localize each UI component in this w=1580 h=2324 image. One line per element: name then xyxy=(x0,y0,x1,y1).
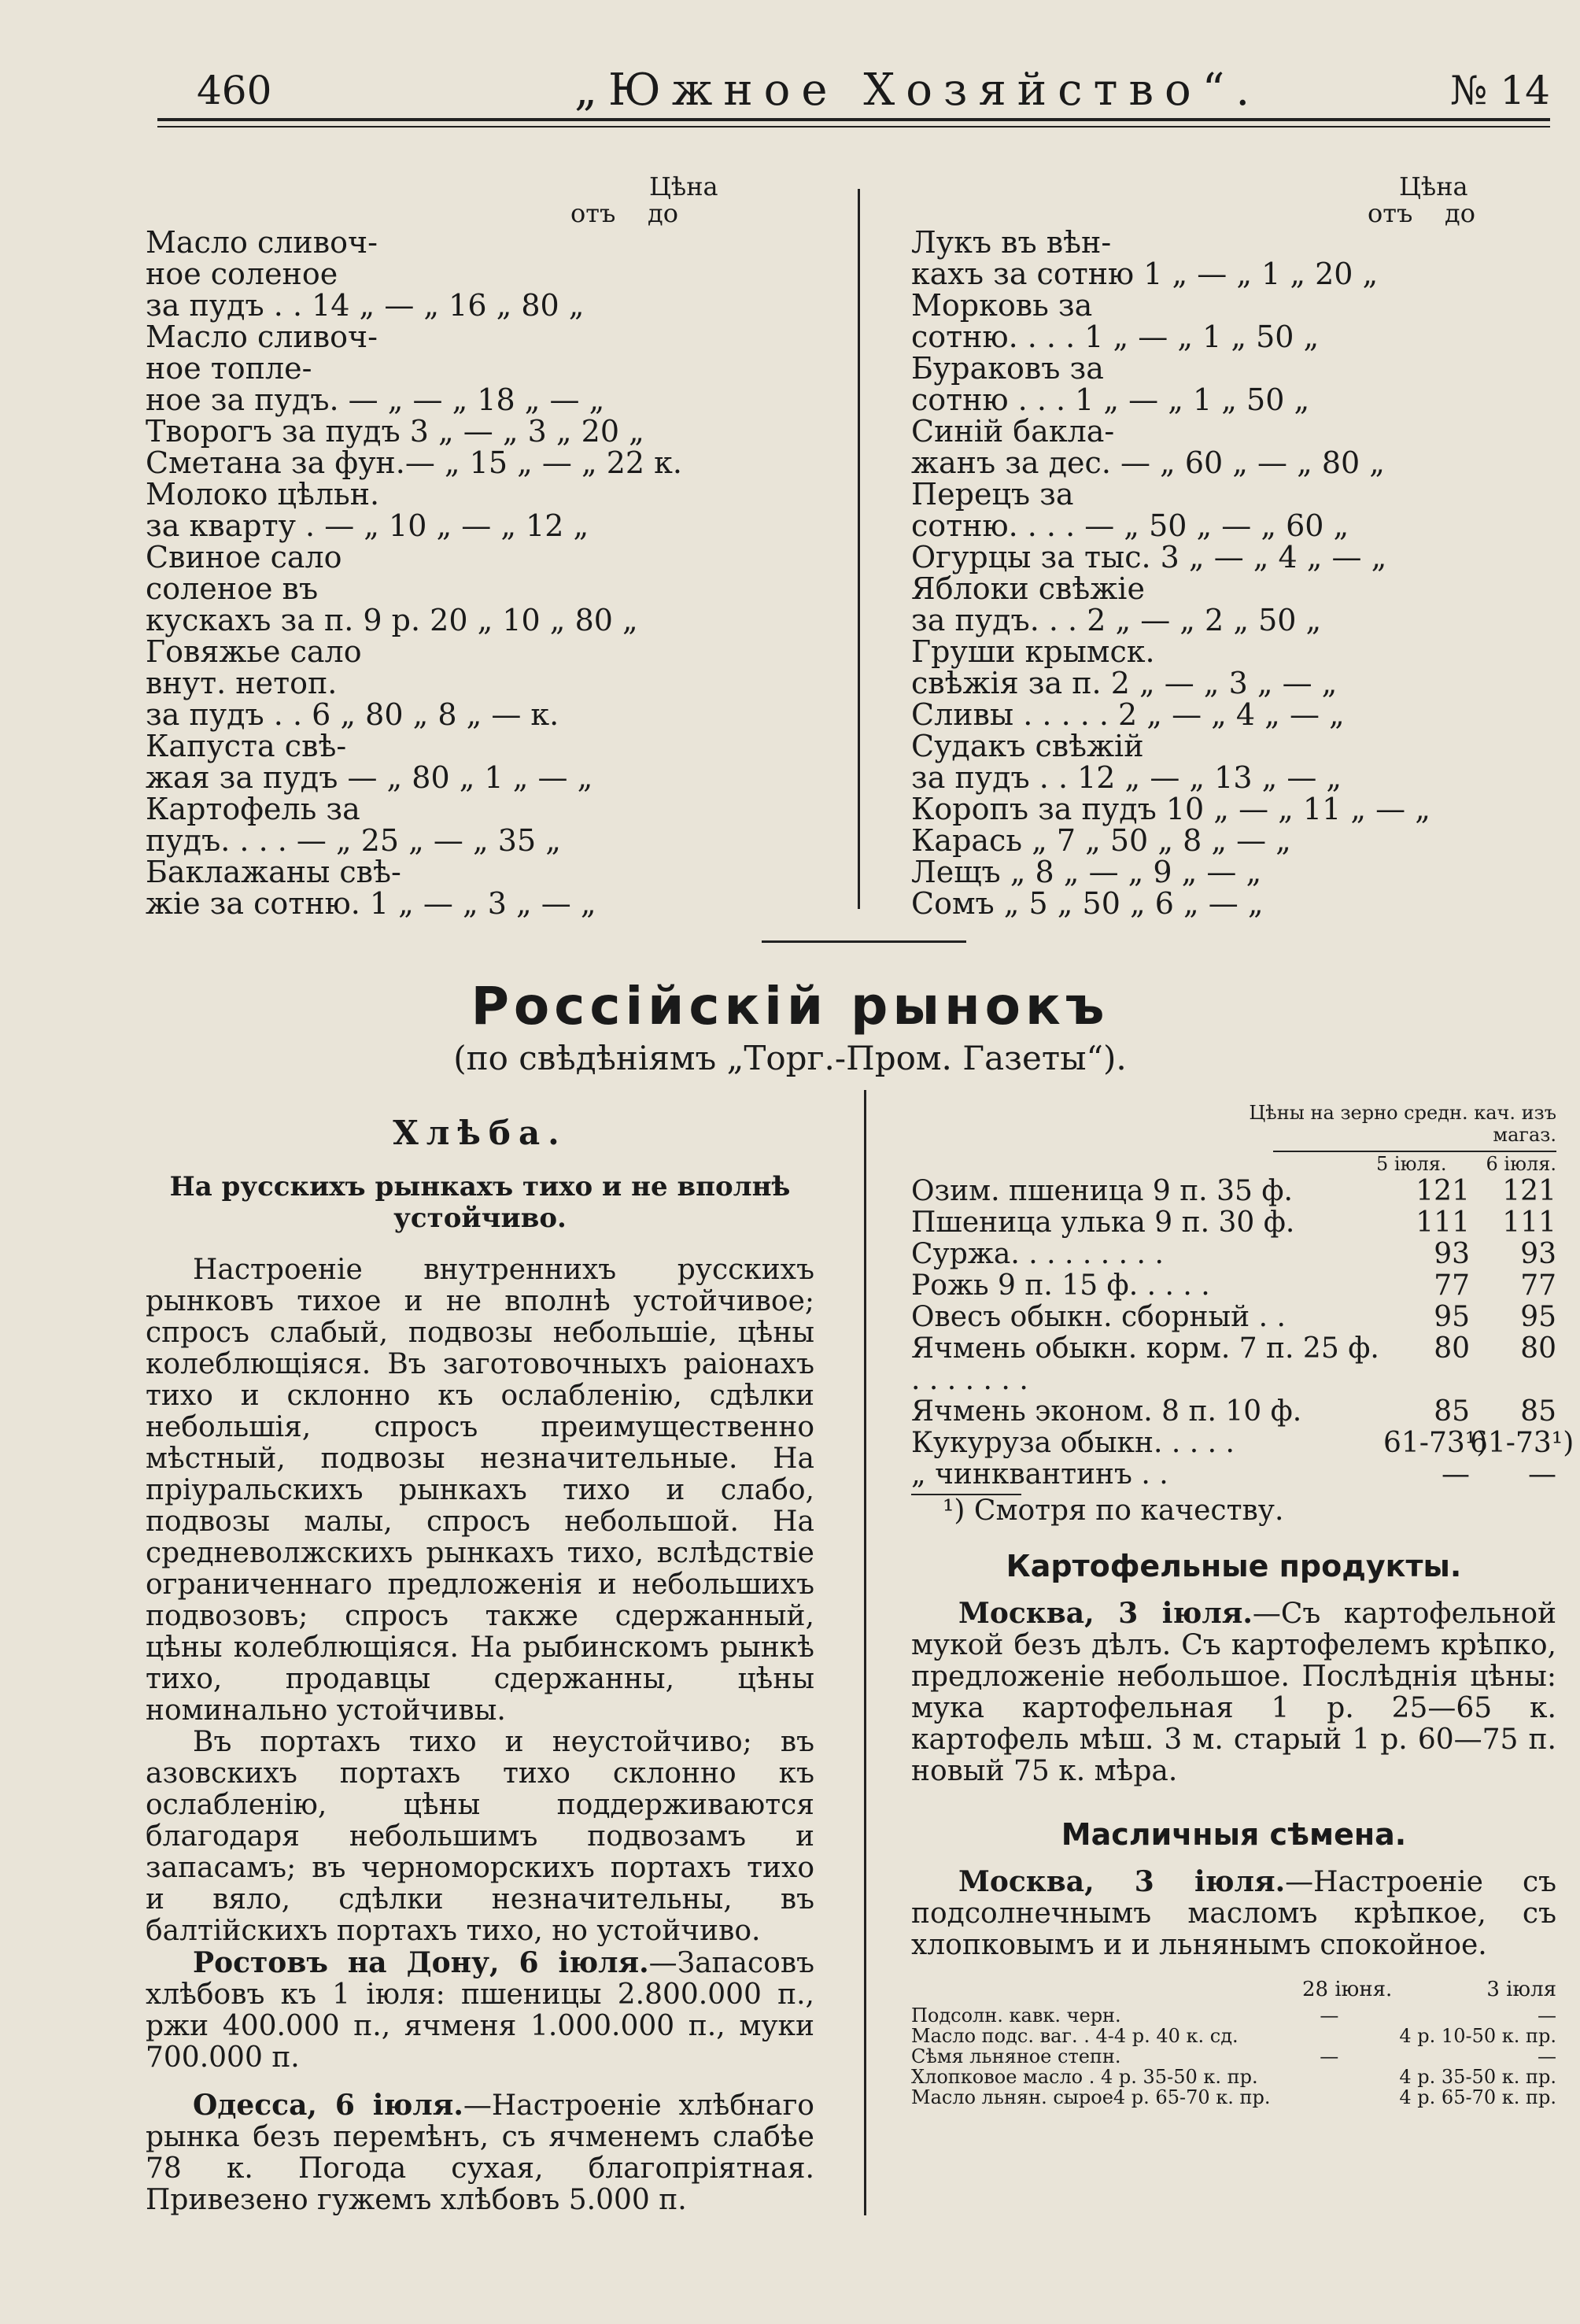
grain-cell-name: Ячмень обыкн. корм. 7 п. 25 ф. . . . . . . . xyxy=(911,1332,1379,1396)
table-row: кахъ за сотню 1 „ — „ 1 „ 20 „ xyxy=(911,257,1379,291)
section-rule xyxy=(762,940,966,943)
header-rule xyxy=(157,118,1550,121)
oil-cell: Сѣмя льняное степн. xyxy=(911,2045,1121,2067)
oil-cell: 4 р. 65-70 к. пр. xyxy=(1399,2086,1556,2108)
oil-cell: — xyxy=(1320,2004,1339,2027)
table-row: Огурцы за тыс. 3 „ — „ 4 „ — „ xyxy=(911,540,1387,575)
odessa-text: —Настроеніе хлѣбнаго рынка безъ перемѣнъ, съ ячменемъ слабѣе 78 к. Погода сухая, благопріятная. Привезено гужемъ хлѣбовъ 5.000 п. xyxy=(146,2089,814,2216)
grain-row xyxy=(911,1427,1574,1459)
oil-cell: Масло подс. ваг. . 4-4 р. 40 к. сд. xyxy=(911,2025,1239,2047)
grain-cell-v2: 61-73¹) xyxy=(1470,1427,1574,1459)
grain-table-head: Цѣны на зерно средн. кач. изъ магаз. xyxy=(1249,1102,1556,1146)
oil-row xyxy=(911,2046,1556,2067)
grain-cell-v2: 121 xyxy=(1502,1175,1556,1207)
oil-row xyxy=(911,2087,1556,2108)
table-row: сотню . . . 1 „ — „ 1 „ 50 „ xyxy=(911,382,1310,417)
table-row: Лукъ въ вѣн- xyxy=(911,225,1112,260)
table-row: кускахъ за п. 9 р. 20 „ 10 „ 80 „ xyxy=(146,603,638,637)
oil-cell: Масло льнян. сырое4 р. 65-70 к. пр. xyxy=(911,2086,1271,2108)
table-row: Молоко цѣльн. xyxy=(146,477,380,512)
paragraph-odessa xyxy=(146,2089,814,2216)
grain-cell-v2: — xyxy=(1528,1458,1556,1491)
paragraph-ports: Въ портахъ тихо и неустойчиво; въ азовскихъ портахъ тихо склонно къ ослабленію, цѣны поддерживаются благодаря небольшимъ подвозамъ и запасамъ; въ черноморскихъ портахъ тихо и вяло, сдѣлки незначительны, въ балтійскихъ портахъ тихо, но устойчиво. xyxy=(146,1726,814,1947)
table-row: сотню. . . . 1 „ — „ 1 „ 50 „ xyxy=(911,320,1320,354)
table-row: за пудъ . . 6 „ 80 „ 8 „ — к. xyxy=(146,697,559,732)
table-row: Перецъ за xyxy=(911,477,1074,512)
table-row: внут. нетоп. xyxy=(146,666,338,700)
top-column-divider xyxy=(858,189,860,909)
table-row: Сливы . . . . . 2 „ — „ 4 „ — „ xyxy=(911,697,1345,732)
grain-cell-v1: 111 xyxy=(1416,1206,1470,1239)
table-row: Бураковъ за xyxy=(911,351,1104,386)
table-row: за пудъ . . 12 „ — „ 13 „ — „ xyxy=(911,760,1342,795)
grain-cell-name: „ чинквантинъ . . xyxy=(911,1458,1168,1491)
table-right-head xyxy=(911,173,1556,227)
grain-cell-name: Суржа. . . . . . . . . xyxy=(911,1238,1164,1270)
table-row: Масло сливоч- xyxy=(146,225,378,260)
table-row: свѣжія за п. 2 „ — „ 3 „ — „ xyxy=(911,666,1338,700)
grain-cell-v1: — xyxy=(1442,1458,1470,1491)
grain-cell-v2: 77 xyxy=(1520,1269,1556,1302)
article-right xyxy=(911,1102,1574,2108)
grain-footnote: ¹) Смотря по качеству. xyxy=(943,1495,1284,1527)
grain-cell-v2: 95 xyxy=(1520,1301,1556,1333)
table-row: Баклажаны свѣ- xyxy=(146,855,401,889)
grain-cell-v1: 95 xyxy=(1434,1301,1470,1333)
paragraph-potato xyxy=(911,1598,1556,1787)
paragraph-oil xyxy=(911,1866,1556,1961)
table-row: Сметана за фун.— „ 15 „ — „ 22 к. xyxy=(146,445,682,480)
potato-heading: Картофельные продукты. xyxy=(1006,1549,1462,1583)
grain-cell-v1: 61-73¹) xyxy=(1383,1427,1488,1459)
header-rule-thin xyxy=(157,126,1550,127)
rostov-text: —Запасовъ хлѣбовъ къ 1 іюля: пшеницы 2.800.000 п., ржи 400.000 п., ячменя 1.000.000 п., муки 700.000 п. xyxy=(146,1947,814,2074)
table-row: Морковь за xyxy=(911,288,1093,323)
rostov-lead: Ростовъ на Дону, 6 іюля. xyxy=(193,1946,649,1979)
section-subtitle: (по свѣдѣніямъ „Торг.-Пром. Газеты“). xyxy=(453,1039,1127,1077)
oil-row xyxy=(911,2026,1556,2046)
oil-cell: — xyxy=(1537,2045,1556,2067)
table-row: сотню. . . . — „ 50 „ — „ 60 „ xyxy=(911,508,1349,543)
table-row: Груши крымск. xyxy=(911,634,1155,669)
oil-cell: 4 р. 35-50 к. пр. xyxy=(1399,2066,1556,2088)
grain-dates xyxy=(1273,1151,1556,1176)
grain-row xyxy=(911,1302,1556,1333)
grain-cell-name: Кукуруза обыкн. . . . . xyxy=(911,1427,1235,1459)
table-row: Творогъ за пудъ 3 „ — „ 3 „ 20 „ xyxy=(146,414,644,449)
grain-cell-v2: 80 xyxy=(1520,1332,1556,1365)
grain-cell-v2: 85 xyxy=(1520,1395,1556,1428)
page-number: 460 xyxy=(197,68,272,113)
table-row: ное за пудъ. — „ — „ 18 „ — „ xyxy=(146,382,605,417)
grain-date-1: 5 іюля. xyxy=(1376,1153,1447,1175)
grain-table xyxy=(911,1175,1574,1491)
table-row: Лещъ „ 8 „ — „ 9 „ — „ xyxy=(911,855,1262,889)
article-left xyxy=(146,1102,814,2216)
grain-row xyxy=(911,1459,1556,1491)
table-row: ное топле- xyxy=(146,351,312,386)
grain-cell-v1: 80 xyxy=(1434,1332,1470,1365)
oil-heading: Масличныя сѣмена. xyxy=(1061,1817,1407,1852)
potato-text: —Съ картофельной мукой безъ дѣлъ. Съ картофелемъ крѣпко, предложеніе небольшое. Послѣднія цѣны: мука картофельная 1 р. 25—65 к. картофель мѣш. 3 м. старый 1 р. 60—75 п. новый 75 к. мѣра. xyxy=(911,1598,1556,1787)
journal-title: „Южное Хозяйство“. xyxy=(574,65,1261,116)
table-row: Картофель за xyxy=(146,792,360,826)
odessa-lead: Одесса, 6 іюля. xyxy=(193,2089,463,2122)
table-row: за пудъ. . . 2 „ — „ 2 „ 50 „ xyxy=(911,603,1322,637)
oil-date-2: 3 іюля xyxy=(1486,1978,1556,2001)
oil-cell: Подсолн. кавк. черн. xyxy=(911,2004,1121,2027)
table-left-head xyxy=(146,173,854,227)
table-row: Капуста свѣ- xyxy=(146,729,347,763)
table-row: соленое въ xyxy=(146,571,319,606)
section-title: Россійскій рынокъ xyxy=(471,976,1109,1036)
from-to-head: отъ до xyxy=(570,198,678,228)
paragraph-markets: Настроеніе внутреннихъ русскихъ рынковъ тихое и не вполнѣ устойчивое; спросъ слабый, подвозы небольшіе, цѣны колеблющіяся. Въ заготовочныхъ раіонахъ тихо и склонно къ ослабленію, сдѣлки небольшія, спросъ преимущественно мѣстный, подвозы незначительные. На пріуральскихъ рынкахъ тихо и слабо, подвозы малы, спросъ небольшой. На средневолжскихъ рынкахъ тихо, вслѣдствіе ограниченнаго предложенія и небольшихъ подвозовъ; спросъ также сдержанный, цѣны колеблющіяся. На рыбинскомъ рынкѣ тихо, продавцы сдержанны, цѣны номинально устойчивы. xyxy=(146,1254,814,1727)
grain-row xyxy=(911,1207,1556,1239)
oil-dates xyxy=(911,1974,1556,2005)
table-row: Говяжье сало xyxy=(146,634,362,669)
issue-number: № 14 xyxy=(1450,68,1550,113)
grain-cell-name: Озим. пшеница 9 п. 35 ф. xyxy=(911,1175,1293,1207)
grain-cell-name: Овесъ обыкн. сборный . . xyxy=(911,1301,1286,1333)
paragraph-rostov xyxy=(146,1947,814,2074)
potato-lead: Москва, 3 іюля. xyxy=(958,1597,1253,1630)
oil-cell: Хлопковое масло . 4 р. 35-50 к. пр. xyxy=(911,2066,1258,2088)
oil-cell: 4 р. 10-50 к. пр. xyxy=(1399,2025,1556,2047)
grain-row xyxy=(911,1239,1556,1270)
table-row: Синій бакла- xyxy=(911,414,1115,449)
grain-date-2: 6 іюля. xyxy=(1486,1153,1556,1175)
grain-cell-v1: 85 xyxy=(1434,1395,1470,1428)
table-row: жая за пудъ — „ 80 „ 1 „ — „ xyxy=(146,760,593,795)
oil-row xyxy=(911,2067,1556,2087)
table-row: за пудъ . . 14 „ — „ 16 „ 80 „ xyxy=(146,288,585,323)
oil-row xyxy=(911,2005,1556,2026)
oil-cell: — xyxy=(1320,2045,1339,2067)
grain-row xyxy=(911,1333,1556,1396)
price-head: Цѣна xyxy=(649,172,718,201)
price-table-right xyxy=(911,173,1556,919)
oil-table xyxy=(911,2005,1556,2108)
price-table-left xyxy=(146,173,854,919)
table-row: Яблоки свѣжіе xyxy=(911,571,1145,606)
table-row: пудъ. . . . — „ 25 „ — „ 35 „ xyxy=(146,823,561,858)
price-head: Цѣна xyxy=(1399,172,1468,201)
grain-subheading: На русскихъ рынкахъ тихо и не вполнѣ устойчиво. xyxy=(169,1171,791,1234)
table-row: Масло сливоч- xyxy=(146,320,378,354)
grain-row xyxy=(911,1176,1556,1207)
oil-text: —Настроеніе съ подсолнечнымъ масломъ крѣпкое, съ хлопковымъ и и льнянымъ спокойное. xyxy=(911,1866,1557,1961)
oil-lead: Москва, 3 іюля. xyxy=(958,1865,1286,1898)
bottom-column-divider xyxy=(864,1090,866,2215)
table-row: за кварту . — „ 10 „ — „ 12 „ xyxy=(146,508,589,543)
grain-cell-name: Рожь 9 п. 15 ф. . . . . xyxy=(911,1269,1210,1302)
grain-row xyxy=(911,1270,1556,1302)
oil-cell: — xyxy=(1538,2004,1556,2027)
table-row: Свиное сало xyxy=(146,540,342,575)
grain-row xyxy=(911,1396,1556,1428)
grain-cell-v2: 111 xyxy=(1502,1206,1556,1239)
table-row: жанъ за дес. — „ 60 „ — „ 80 „ xyxy=(911,445,1385,480)
table-row: Карась „ 7 „ 50 „ 8 „ — „ xyxy=(911,823,1291,858)
table-row: Коропъ за пудъ 10 „ — „ 11 „ — „ xyxy=(911,792,1430,826)
grain-cell-name: Ячмень эконом. 8 п. 10 ф. xyxy=(911,1395,1302,1428)
grain-cell-name: Пшеница улька 9 п. 30 ф. xyxy=(911,1206,1295,1239)
table-row: Сомъ „ 5 „ 50 „ 6 „ — „ xyxy=(911,886,1264,921)
table-row: жіе за сотню. 1 „ — „ 3 „ — „ xyxy=(146,886,596,921)
table-row: Судакъ свѣжій xyxy=(911,729,1144,763)
from-to-head: отъ до xyxy=(1368,198,1475,228)
page-header xyxy=(150,63,1550,126)
grain-cell-v1: 77 xyxy=(1434,1269,1470,1302)
grain-cell-v1: 93 xyxy=(1434,1238,1470,1270)
oil-date-1: 28 іюня. xyxy=(1302,1978,1393,2001)
grain-cell-v2: 93 xyxy=(1520,1238,1556,1270)
grain-cell-v1: 121 xyxy=(1416,1175,1470,1207)
grain-heading: Хлѣба. xyxy=(393,1114,567,1152)
table-row: ное соленое xyxy=(146,257,338,291)
